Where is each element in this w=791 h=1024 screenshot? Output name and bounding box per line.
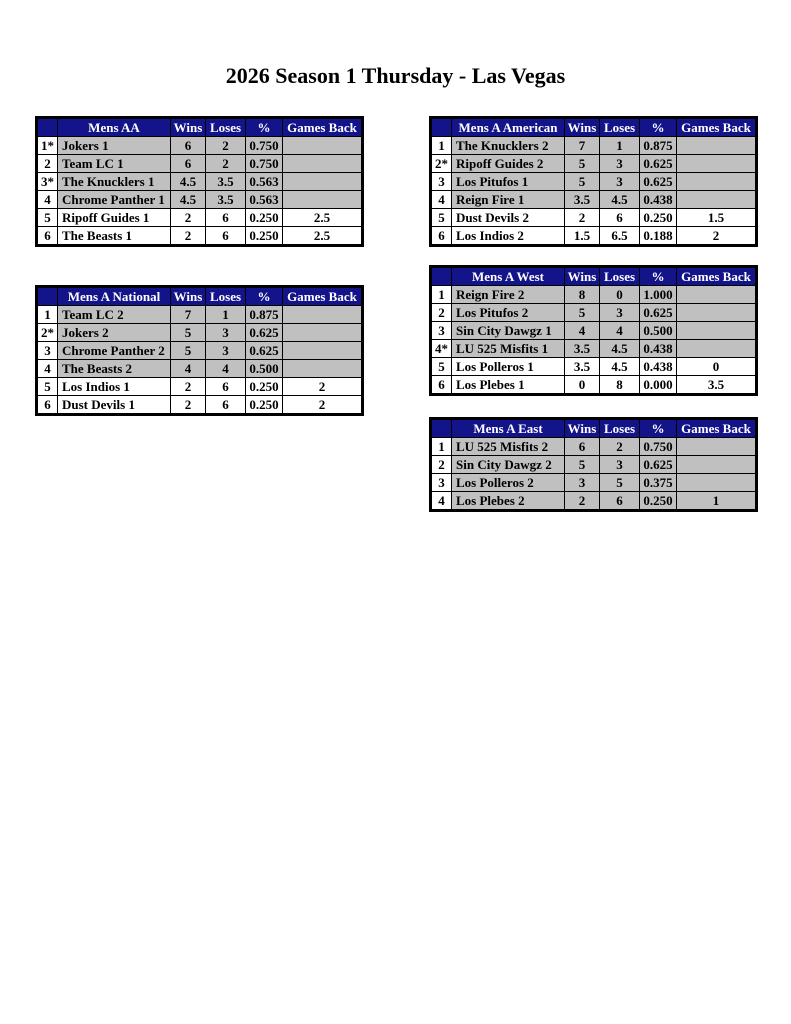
games-back-cell: 1.5 bbox=[677, 209, 757, 227]
games-back-cell: 1 bbox=[677, 492, 757, 511]
team-name-cell: Chrome Panther 1 bbox=[58, 191, 171, 209]
team-row bbox=[37, 378, 363, 396]
wins-header: Wins bbox=[565, 419, 600, 438]
standings-table bbox=[429, 417, 758, 512]
pct-cell: 0.250 bbox=[246, 227, 283, 246]
games-back-cell bbox=[677, 322, 757, 340]
wins-cell: 2 bbox=[171, 396, 206, 415]
pct-cell: 0.188 bbox=[640, 227, 677, 246]
team-row bbox=[37, 137, 363, 155]
team-row bbox=[431, 376, 757, 395]
rank-cell: 1 bbox=[37, 306, 58, 324]
team-name-cell: Jokers 1 bbox=[58, 137, 171, 155]
team-name-cell: The Beasts 2 bbox=[58, 360, 171, 378]
wins-cell: 5 bbox=[171, 342, 206, 360]
team-name-cell: Los Indios 1 bbox=[58, 378, 171, 396]
pct-cell: 0.563 bbox=[246, 191, 283, 209]
standings-table bbox=[35, 116, 364, 247]
games-back-cell bbox=[677, 191, 757, 209]
pct-cell: 0.625 bbox=[640, 456, 677, 474]
table-header-row bbox=[431, 267, 757, 286]
corner-cell bbox=[37, 287, 58, 306]
wins-cell: 8 bbox=[565, 286, 600, 304]
team-row bbox=[37, 360, 363, 378]
rank-cell: 1 bbox=[431, 438, 452, 456]
games-back-cell bbox=[677, 438, 757, 456]
pct-cell: 0.375 bbox=[640, 474, 677, 492]
pct-cell: 0.438 bbox=[640, 358, 677, 376]
team-name-cell: LU 525 Misfits 2 bbox=[452, 438, 565, 456]
pct-header: % bbox=[640, 118, 677, 137]
team-name-cell: Los Polleros 1 bbox=[452, 358, 565, 376]
wins-cell: 2 bbox=[565, 209, 600, 227]
team-row bbox=[37, 396, 363, 415]
games-back-cell bbox=[283, 306, 363, 324]
pct-cell: 0.625 bbox=[640, 155, 677, 173]
rank-cell: 2* bbox=[431, 155, 452, 173]
loses-header: Loses bbox=[206, 287, 246, 306]
wins-cell: 7 bbox=[171, 306, 206, 324]
loses-header: Loses bbox=[600, 419, 640, 438]
games-back-cell bbox=[677, 304, 757, 322]
team-name-cell: Team LC 2 bbox=[58, 306, 171, 324]
pct-cell: 0.625 bbox=[640, 173, 677, 191]
rank-cell: 1 bbox=[431, 286, 452, 304]
loses-cell: 3.5 bbox=[206, 173, 246, 191]
wins-cell: 4 bbox=[565, 322, 600, 340]
rank-cell: 6 bbox=[431, 376, 452, 395]
team-name-cell: Los Pitufos 1 bbox=[452, 173, 565, 191]
team-name-cell: Dust Devils 1 bbox=[58, 396, 171, 415]
team-row bbox=[431, 227, 757, 246]
rank-cell: 6 bbox=[37, 227, 58, 246]
loses-cell: 4.5 bbox=[600, 191, 640, 209]
games-back-cell bbox=[677, 173, 757, 191]
team-row bbox=[431, 209, 757, 227]
games-back-cell bbox=[677, 474, 757, 492]
pct-cell: 0.750 bbox=[640, 438, 677, 456]
team-row bbox=[37, 155, 363, 173]
rank-cell: 4* bbox=[431, 340, 452, 358]
pct-cell: 1.000 bbox=[640, 286, 677, 304]
loses-cell: 2 bbox=[206, 137, 246, 155]
team-row bbox=[431, 456, 757, 474]
team-row bbox=[37, 324, 363, 342]
rank-cell: 1* bbox=[37, 137, 58, 155]
wins-cell: 3.5 bbox=[565, 340, 600, 358]
team-row bbox=[431, 286, 757, 304]
loses-cell: 6.5 bbox=[600, 227, 640, 246]
games-back-cell bbox=[283, 173, 363, 191]
pct-cell: 0.000 bbox=[640, 376, 677, 395]
games-back-header: Games Back bbox=[677, 118, 757, 137]
team-row bbox=[37, 342, 363, 360]
standings-table bbox=[429, 116, 758, 247]
rank-cell: 5 bbox=[431, 358, 452, 376]
wins-header: Wins bbox=[565, 118, 600, 137]
division-title: Mens A American bbox=[452, 118, 565, 137]
team-name-cell: Team LC 1 bbox=[58, 155, 171, 173]
team-row bbox=[431, 304, 757, 322]
team-row bbox=[37, 173, 363, 191]
loses-cell: 2 bbox=[206, 155, 246, 173]
standings-table-mens-a-american bbox=[429, 116, 758, 247]
team-row bbox=[431, 137, 757, 155]
pct-cell: 0.625 bbox=[246, 342, 283, 360]
games-back-cell bbox=[677, 286, 757, 304]
table-header-row bbox=[431, 419, 757, 438]
games-back-cell: 2 bbox=[283, 396, 363, 415]
team-name-cell: Los Plebes 2 bbox=[452, 492, 565, 511]
rank-cell: 5 bbox=[37, 378, 58, 396]
team-name-cell: Los Plebes 1 bbox=[452, 376, 565, 395]
rank-cell: 4 bbox=[431, 191, 452, 209]
table-header-row bbox=[37, 118, 363, 137]
division-title: Mens A East bbox=[452, 419, 565, 438]
loses-cell: 3 bbox=[206, 342, 246, 360]
pct-cell: 0.625 bbox=[640, 304, 677, 322]
wins-cell: 4 bbox=[171, 360, 206, 378]
wins-cell: 4.5 bbox=[171, 191, 206, 209]
table-header-row bbox=[37, 287, 363, 306]
pct-header: % bbox=[246, 287, 283, 306]
wins-cell: 3.5 bbox=[565, 358, 600, 376]
corner-cell bbox=[37, 118, 58, 137]
rank-cell: 6 bbox=[37, 396, 58, 415]
wins-cell: 4.5 bbox=[171, 173, 206, 191]
loses-cell: 4 bbox=[206, 360, 246, 378]
loses-cell: 6 bbox=[206, 209, 246, 227]
loses-header: Loses bbox=[206, 118, 246, 137]
wins-cell: 6 bbox=[171, 137, 206, 155]
pct-cell: 0.875 bbox=[640, 137, 677, 155]
loses-cell: 5 bbox=[600, 474, 640, 492]
games-back-cell: 2.5 bbox=[283, 227, 363, 246]
wins-cell: 2 bbox=[565, 492, 600, 511]
team-name-cell: The Beasts 1 bbox=[58, 227, 171, 246]
wins-cell: 5 bbox=[565, 456, 600, 474]
games-back-cell bbox=[283, 324, 363, 342]
loses-cell: 6 bbox=[206, 396, 246, 415]
corner-cell bbox=[431, 118, 452, 137]
games-back-cell bbox=[283, 360, 363, 378]
wins-cell: 2 bbox=[171, 378, 206, 396]
wins-header: Wins bbox=[171, 118, 206, 137]
loses-cell: 3 bbox=[206, 324, 246, 342]
corner-cell bbox=[431, 419, 452, 438]
team-row bbox=[431, 474, 757, 492]
team-row bbox=[431, 173, 757, 191]
loses-cell: 4 bbox=[600, 322, 640, 340]
rank-cell: 5 bbox=[37, 209, 58, 227]
rank-cell: 4 bbox=[37, 191, 58, 209]
games-back-cell bbox=[283, 137, 363, 155]
team-name-cell: The Knucklers 1 bbox=[58, 173, 171, 191]
pct-cell: 0.438 bbox=[640, 340, 677, 358]
loses-cell: 3.5 bbox=[206, 191, 246, 209]
games-back-header: Games Back bbox=[283, 287, 363, 306]
rank-cell: 6 bbox=[431, 227, 452, 246]
standings-table-mens-a-east bbox=[429, 417, 758, 512]
pct-cell: 0.750 bbox=[246, 137, 283, 155]
team-name-cell: Dust Devils 2 bbox=[452, 209, 565, 227]
loses-cell: 0 bbox=[600, 286, 640, 304]
team-name-cell: Jokers 2 bbox=[58, 324, 171, 342]
team-row bbox=[431, 191, 757, 209]
games-back-cell: 2 bbox=[283, 378, 363, 396]
games-back-cell bbox=[677, 137, 757, 155]
games-back-cell bbox=[677, 155, 757, 173]
games-back-cell bbox=[677, 456, 757, 474]
team-name-cell: Chrome Panther 2 bbox=[58, 342, 171, 360]
team-name-cell: Los Pitufos 2 bbox=[452, 304, 565, 322]
wins-cell: 2 bbox=[171, 227, 206, 246]
standings-table-mens-aa bbox=[35, 116, 364, 247]
pct-cell: 0.750 bbox=[246, 155, 283, 173]
pct-cell: 0.250 bbox=[246, 209, 283, 227]
loses-cell: 3 bbox=[600, 456, 640, 474]
team-row bbox=[431, 438, 757, 456]
team-row bbox=[37, 306, 363, 324]
team-row bbox=[37, 227, 363, 246]
team-row bbox=[431, 358, 757, 376]
pct-cell: 0.500 bbox=[640, 322, 677, 340]
games-back-cell bbox=[283, 342, 363, 360]
pct-cell: 0.563 bbox=[246, 173, 283, 191]
games-back-header: Games Back bbox=[283, 118, 363, 137]
standings-table bbox=[429, 265, 758, 396]
rank-cell: 3* bbox=[37, 173, 58, 191]
pct-cell: 0.625 bbox=[246, 324, 283, 342]
team-name-cell: Sin City Dawgz 2 bbox=[452, 456, 565, 474]
team-name-cell: Los Indios 2 bbox=[452, 227, 565, 246]
division-title: Mens A National bbox=[58, 287, 171, 306]
loses-cell: 2 bbox=[600, 438, 640, 456]
wins-cell: 5 bbox=[565, 173, 600, 191]
rank-cell: 3 bbox=[431, 474, 452, 492]
games-back-header: Games Back bbox=[677, 419, 757, 438]
pct-header: % bbox=[640, 419, 677, 438]
loses-cell: 6 bbox=[600, 209, 640, 227]
rank-cell: 2* bbox=[37, 324, 58, 342]
games-back-cell bbox=[283, 191, 363, 209]
team-row bbox=[431, 492, 757, 511]
pct-cell: 0.500 bbox=[246, 360, 283, 378]
wins-cell: 6 bbox=[171, 155, 206, 173]
games-back-cell bbox=[677, 340, 757, 358]
team-row bbox=[431, 340, 757, 358]
team-row bbox=[431, 155, 757, 173]
loses-cell: 6 bbox=[206, 378, 246, 396]
loses-cell: 1 bbox=[600, 137, 640, 155]
rank-cell: 2 bbox=[431, 304, 452, 322]
team-name-cell: Reign Fire 1 bbox=[452, 191, 565, 209]
wins-cell: 3.5 bbox=[565, 191, 600, 209]
rank-cell: 1 bbox=[431, 137, 452, 155]
wins-cell: 7 bbox=[565, 137, 600, 155]
team-name-cell: Ripoff Guides 1 bbox=[58, 209, 171, 227]
loses-cell: 4.5 bbox=[600, 358, 640, 376]
loses-cell: 3 bbox=[600, 155, 640, 173]
games-back-cell: 2.5 bbox=[283, 209, 363, 227]
loses-cell: 8 bbox=[600, 376, 640, 395]
wins-cell: 3 bbox=[565, 474, 600, 492]
rank-cell: 3 bbox=[37, 342, 58, 360]
loses-cell: 6 bbox=[600, 492, 640, 511]
pct-cell: 0.875 bbox=[246, 306, 283, 324]
wins-cell: 5 bbox=[171, 324, 206, 342]
team-row bbox=[37, 191, 363, 209]
rank-cell: 3 bbox=[431, 173, 452, 191]
team-name-cell: Reign Fire 2 bbox=[452, 286, 565, 304]
rank-cell: 4 bbox=[431, 492, 452, 511]
pct-cell: 0.250 bbox=[246, 396, 283, 415]
rank-cell: 5 bbox=[431, 209, 452, 227]
pct-cell: 0.250 bbox=[640, 209, 677, 227]
wins-cell: 0 bbox=[565, 376, 600, 395]
rank-cell: 4 bbox=[37, 360, 58, 378]
rank-cell: 2 bbox=[431, 456, 452, 474]
games-back-cell: 3.5 bbox=[677, 376, 757, 395]
team-row bbox=[37, 209, 363, 227]
loses-cell: 1 bbox=[206, 306, 246, 324]
rank-cell: 3 bbox=[431, 322, 452, 340]
wins-cell: 1.5 bbox=[565, 227, 600, 246]
team-name-cell: LU 525 Misfits 1 bbox=[452, 340, 565, 358]
team-row bbox=[431, 322, 757, 340]
games-back-header: Games Back bbox=[677, 267, 757, 286]
wins-cell: 2 bbox=[171, 209, 206, 227]
standings-table-mens-a-west bbox=[429, 265, 758, 396]
corner-cell bbox=[431, 267, 452, 286]
pct-cell: 0.250 bbox=[640, 492, 677, 511]
team-name-cell: Los Polleros 2 bbox=[452, 474, 565, 492]
loses-header: Loses bbox=[600, 267, 640, 286]
table-header-row bbox=[431, 118, 757, 137]
division-title: Mens AA bbox=[58, 118, 171, 137]
loses-cell: 3 bbox=[600, 173, 640, 191]
loses-cell: 4.5 bbox=[600, 340, 640, 358]
wins-cell: 6 bbox=[565, 438, 600, 456]
pct-header: % bbox=[246, 118, 283, 137]
team-name-cell: Ripoff Guides 2 bbox=[452, 155, 565, 173]
wins-header: Wins bbox=[171, 287, 206, 306]
wins-header: Wins bbox=[565, 267, 600, 286]
division-title: Mens A West bbox=[452, 267, 565, 286]
standings-table-mens-a-national bbox=[35, 285, 364, 416]
team-name-cell: Sin City Dawgz 1 bbox=[452, 322, 565, 340]
pct-cell: 0.438 bbox=[640, 191, 677, 209]
loses-header: Loses bbox=[600, 118, 640, 137]
loses-cell: 6 bbox=[206, 227, 246, 246]
loses-cell: 3 bbox=[600, 304, 640, 322]
standings-table bbox=[35, 285, 364, 416]
wins-cell: 5 bbox=[565, 155, 600, 173]
team-name-cell: The Knucklers 2 bbox=[452, 137, 565, 155]
games-back-cell: 2 bbox=[677, 227, 757, 246]
wins-cell: 5 bbox=[565, 304, 600, 322]
rank-cell: 2 bbox=[37, 155, 58, 173]
games-back-cell bbox=[283, 155, 363, 173]
games-back-cell: 0 bbox=[677, 358, 757, 376]
pct-header: % bbox=[640, 267, 677, 286]
pct-cell: 0.250 bbox=[246, 378, 283, 396]
page-title: 2026 Season 1 Thursday - Las Vegas bbox=[225, 63, 566, 88]
